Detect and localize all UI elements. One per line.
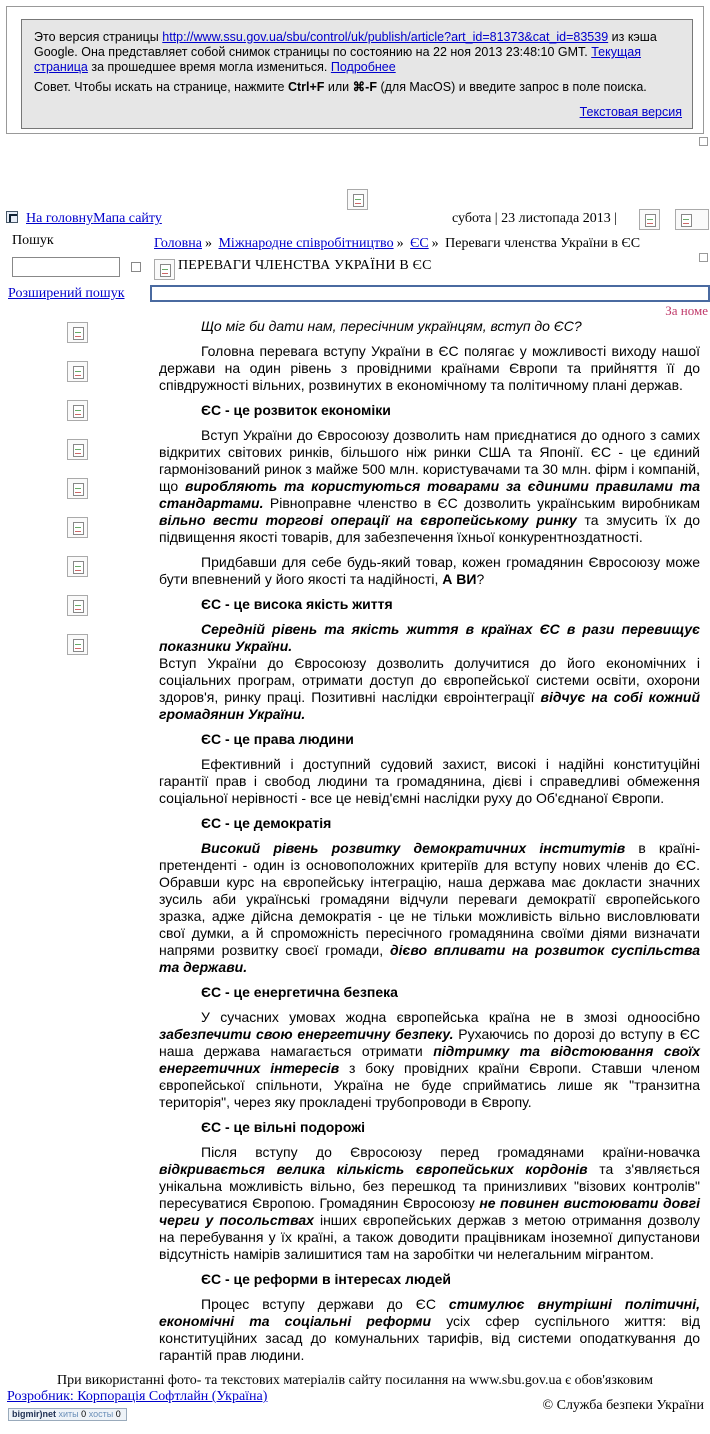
tip-key-ctrl-f: Ctrl+F (287, 80, 325, 94)
broken-image-icon[interactable] (67, 517, 88, 538)
copyright: © Служба безпеки України (542, 1398, 704, 1413)
section-heading-energy: ЄС - це енергетична безпека (201, 984, 398, 1000)
breadcrumb-separator: » (396, 236, 404, 251)
broken-image-icon[interactable] (67, 361, 88, 382)
breadcrumb-separator: » (431, 236, 439, 251)
article-paragraph: Високий рівень розвитку демократичних інститутів в країні-претенденті - один із основоположних критеріїв для вступу нових членів до ЄС. Обравши курс на європейську інтеграцію, наша держава має докласти значних зусиль аби українські громадяни відчули переваги демократії європейського зразка, адже дійсна демократія - це не тільки можливість вільно висловлювати свої думки, а й спроможність пересічного громадянина своїми діями визначати напрями розвитку своєї громади, дієво впливати на розвиток суспільства та держави. (159, 840, 701, 975)
counter-hits-value: 0 (81, 1409, 87, 1419)
section-heading-rights: ЄС - це права людини (201, 731, 354, 747)
search-button[interactable] (131, 262, 141, 272)
broken-image-icon[interactable] (67, 439, 88, 460)
home-arrow-icon (6, 211, 18, 223)
developer-link[interactable]: Розробник: Корпорація Софтлайн (Україна) (7, 1389, 268, 1404)
article-paragraph: Вступ України до Євросоюзу дозволить нам приєднатися до одного з самих відкритих світових ринків, більшого ніж ринки США та Японії. ЄС - це єдиний гармонізований ринок з майже 500 млн. користувачами та 30 млн. фірм і компаній, що виробляють та користуються товарами за єдиними правилами та стандартами. Рівноправне членство в ЄС дозволить українським виробникам вільно вести торгові операції на європейському ринку та змусить їх до підвищення якості товарів, для забезпечення їхньої конкурентноздатності. (159, 427, 701, 545)
back-to-issue-link[interactable]: За номе (665, 303, 708, 318)
cache-info-text (34, 30, 680, 75)
breadcrumb-current: Переваги членства України в ЄС (445, 236, 641, 251)
resize-handle-icon (699, 253, 708, 262)
search-input[interactable] (12, 257, 120, 277)
cache-text-3: за прошедшее время могла измениться. (87, 60, 331, 74)
breadcrumb-international[interactable]: Міжнародне співробітництво (218, 236, 394, 251)
broken-image-icon[interactable] (67, 400, 88, 421)
current-page-link[interactable]: Текущая страница (34, 45, 641, 74)
article-paragraph: У сучасних умовах жодна європейська країна не в змозі одноосібно забезпечити свою енергетичну безпеку. Рухаючись по дорозі до вступу в ЄС наша держава намагається отримати підтримку та відстоювання своїх енергетичних інтересів з боку провідних країни Європи. Ставши членом європейської спільноти, Україна не буде сприйматись лише як "транзитна територія", через яку прокладені трубопроводи в Європу. (159, 1009, 700, 1110)
broken-image-icon (154, 259, 175, 280)
broken-image-icon[interactable] (67, 478, 88, 499)
article-paragraph: Ефективний і доступний судовий захист, високі і надійні конституційні гарантії прав і свобод людини та громадянина, дієві і справедливі обмеження соціальної нерівності - все це невід'ємні наслідки руху до Об'єднаної Європи. (159, 756, 700, 806)
cache-banner-frame (6, 6, 704, 134)
home-link[interactable]: На головну (26, 211, 94, 226)
breadcrumb-separator: » (204, 236, 212, 251)
counter-brand: bigmir)net (12, 1409, 56, 1419)
section-heading-democracy: ЄС - це демократія (201, 815, 332, 831)
section-heading-economy: ЄС - це розвиток економіки (201, 402, 391, 418)
advanced-search-link[interactable]: Розширений пошук (8, 286, 125, 301)
section-heading-travel: ЄС - це вільні подорожі (201, 1119, 366, 1135)
broken-image-icon (347, 189, 368, 210)
article-paragraph: Вступ України до Євросоюзу дозволить долучитися до його економічних і соціальних програм, отримати доступ до європейської системи освіти, охорони здоров'я, ринку праці. Позитивні наслідки євроінтеграції відчує на собі кожний громадянин України. (159, 655, 700, 722)
article-paragraph: Придбавши для себе будь-який товар, кожен громадянин Євросоюзу може бути впевнений у його якості та надійності, А ВИ? (159, 554, 700, 587)
home-nav (6, 211, 162, 227)
article-body (159, 318, 700, 1372)
broken-image-icon[interactable] (67, 556, 88, 577)
search-label: Пошук (12, 233, 54, 248)
section-heading-reforms: ЄС - це реформи в інтересах людей (201, 1271, 451, 1287)
tip-text-1: Совет. Чтобы искать на странице, нажмите (34, 80, 288, 94)
broken-image-icon[interactable] (639, 209, 660, 230)
current-date: субота | 23 листопада 2013 | (452, 211, 618, 226)
bigmir-counter-badge[interactable] (8, 1408, 127, 1421)
breadcrumb-eu[interactable]: ЄС (410, 236, 429, 251)
tip-text-2: или (324, 80, 353, 94)
breadcrumb-home[interactable]: Головна (154, 236, 202, 251)
cache-text-2: из кэша Google. Она представляет собой снимок страницы по состоянию на 22 ноя 2013 23:48:10 GMT. (34, 30, 657, 59)
article-paragraph: Після вступу до Євросоюзу перед громадянами країни-новачка відкривається велика кількість європейських кордонів та з'являється унікальна можливість вільно, без перешкод та принизливих "візових контролів" пересуватися Європою. Громадянин Євросоюзу не повинен вистоювати довгі черги у посольствах інших європейських держав з метою отримання дозволу на перебування у їх країні, а також доводити працівникам іноземної дипустанови відсутність намірів залишитися там на заробітки чи нелегальним мігрантом. (159, 1144, 700, 1262)
broken-image-icon[interactable] (67, 322, 88, 343)
article-lead: Що міг би дати нам, пересічним українцям, вступ до ЄС? (201, 318, 582, 334)
more-link[interactable]: Подробнее (330, 60, 396, 74)
cache-text-1: Это версия страницы (34, 30, 163, 44)
broken-image-icon[interactable] (675, 209, 709, 230)
article-paragraph: Головна перевага вступу України в ЄС полягає у можливості виходу нашої держави на один рівень з провідними країнами Європи та прийняття її до співдружності вільних, розвинутих в економічному та політичному плані держав. (159, 343, 700, 393)
broken-image-icon[interactable] (67, 634, 88, 655)
footer-copyright-note: При використанні фото- та текстових матеріалів сайту посилання на www.sbu.gov.ua є обов'язковим (57, 1373, 653, 1388)
counter-hosts-label: хосты (88, 1409, 114, 1419)
cache-banner (21, 19, 693, 129)
sitemap-link[interactable]: Мапа сайту (93, 211, 162, 226)
counter-hits-label: хиты (58, 1409, 79, 1419)
article-paragraph: Середній рівень та якість життя в країнах ЄС в рази перевищує показники України. (159, 621, 700, 654)
text-version-link[interactable]: Текстовая версия (579, 105, 682, 119)
page-title: ПЕРЕВАГИ ЧЛЕНСТВА УКРАЇНИ В ЄС (178, 258, 432, 273)
search-tip (34, 80, 680, 95)
counter-hosts-value: 0 (115, 1409, 121, 1419)
article-paragraph: Процес вступу держави до ЄС стимулює внутрішні політичні, економічні та соціальні реформи усіх сфер суспільного життя: від конституційних засад до комунальних тарифів, від системи оподаткування до гарантій прав людини. (159, 1296, 700, 1363)
title-divider-bar (150, 285, 710, 302)
cached-url-link[interactable]: http://www.ssu.gov.ua/sbu/control/uk/publish/article?art_id=81373&cat_id=83539 (162, 30, 609, 44)
resize-handle-icon (699, 137, 708, 146)
section-heading-life: ЄС - це висока якість життя (201, 596, 393, 612)
broken-image-icon[interactable] (67, 595, 88, 616)
tip-text-3: (для MacOS) и введите запрос в поле поиска. (376, 80, 647, 94)
breadcrumb (154, 236, 640, 252)
tip-key-cmd-f: ⌘-F (352, 80, 377, 94)
